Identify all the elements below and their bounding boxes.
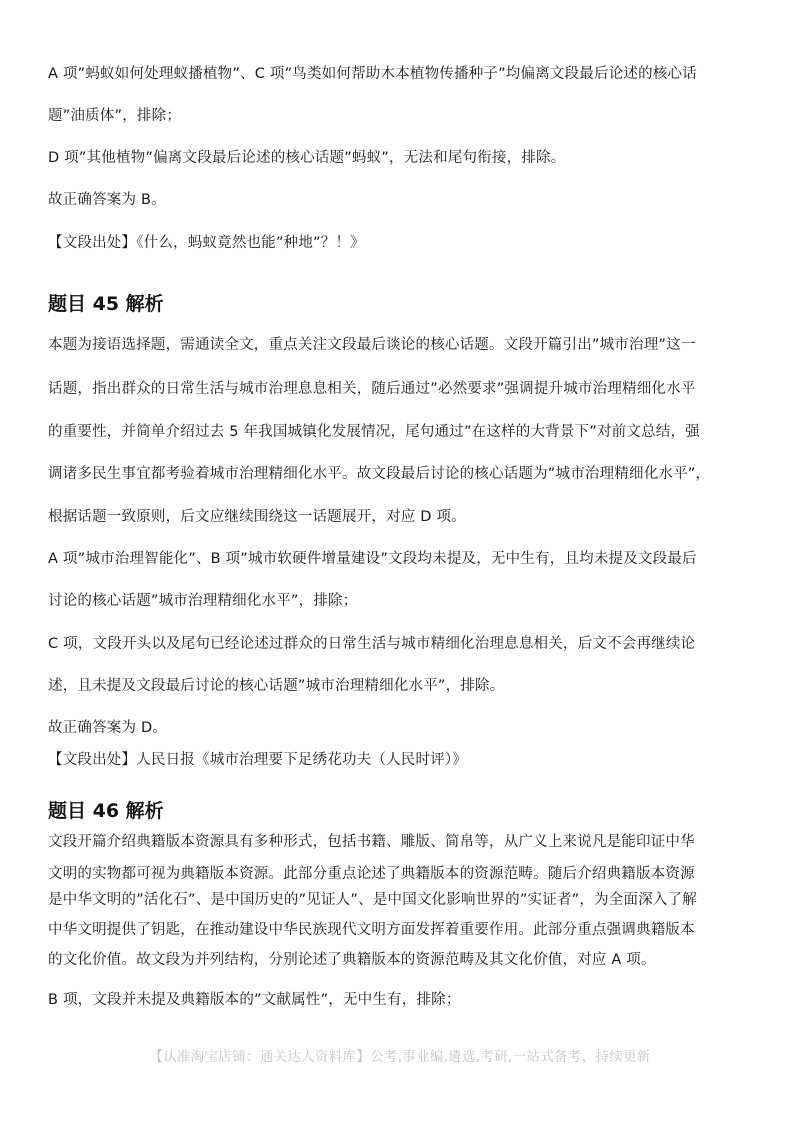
- paragraph-line: 讨论的核心话题”城市治理精细化水平”，排除；: [48, 593, 358, 609]
- source-line: 【文段出处】人民日报《城市治理要下足绣花功夫（人民时评）》: [48, 752, 468, 768]
- paragraph-line: 述，且未提及文段最后讨论的核心话题”城市治理精细化水平”，排除。: [48, 678, 505, 694]
- section-heading: 题目 45 解析: [48, 293, 164, 315]
- paragraph-line: 调诸多民生事宜都考验着城市治理精细化水平。故文段最后讨论的核心话题为”城市治理精细化水平”，: [48, 466, 711, 482]
- paragraph-line: 文明的实物都可视为典籍版本资源。此部分重点论述了典籍版本的资源范畴。随后介绍典籍版本资源: [48, 866, 695, 882]
- paragraph-line: 题”油质体”，排除；: [48, 108, 182, 124]
- paragraph-line: 故正确答案为 D。: [48, 720, 168, 736]
- paragraph-line: 根据话题一致原则，后文应继续围绕这一话题展开，对应 D 项。: [48, 509, 466, 525]
- paragraph-line: 本题为接语选择题，需通读全文，重点关注文段最后谈论的核心话题。文段开篇引出”城市治理”这一: [48, 337, 696, 353]
- paragraph-line: D 项”其他植物”偏离文段最后论述的核心话题”蚂蚁”，无法和尾句衔接，排除。: [48, 150, 566, 166]
- paragraph-line: 文段开篇介绍典籍版本资源具有多种形式，包括书籍、雕版、简帛等，从广义上来说凡是能印证中华: [48, 834, 695, 850]
- paragraph-line: 中华文明提供了钥匙，在推动建设中华民族现代文明方面发挥着重要作用。此部分重点强调典籍版本: [48, 922, 695, 938]
- paragraph-line: 话题，指出群众的日常生活与城市治理息息相关，随后通过”必然要求”强调提升城市治理精细化水平: [48, 381, 696, 397]
- section-heading: 题目 46 解析: [48, 800, 164, 822]
- paragraph-line: A 项”城市治理智能化”、B 项”城市软硬件增量建设”文段均未提及，无中生有，且均未提及文段最后: [48, 551, 697, 567]
- paragraph-line: 是中华文明的”活化石”、是中国历史的”见证人”、是中国文化影响世界的”实证者”，为全面深入了解: [48, 892, 697, 908]
- footer-watermark: 【认准淘宝店铺：通关达人资料库】公考,事业编,遴选,考研,一站式备考，持续更新: [149, 1049, 651, 1065]
- paragraph-line: B 项，文段并未提及典籍版本的”文献属性”，无中生有，排除；: [48, 992, 461, 1008]
- paragraph-line: C 项，文段开头以及尾句已经论述过群众的日常生活与城市精细化治理息息相关，后文不会再继续论: [48, 636, 696, 652]
- paragraph-line: A 项”蚂蚁如何处理蚁播植物”、C 项”鸟类如何帮助木本植物传播种子”均偏离文段最后论述的核心话: [48, 66, 697, 82]
- paragraph-line: 故正确答案为 B。: [48, 192, 166, 208]
- paragraph-line: 的文化价值。故文段为并列结构，分别论述了典籍版本的资源范畴及其文化价值，对应 A 项。: [48, 952, 656, 968]
- paragraph-line: 的重要性，并简单介绍过去 5 年我国城镇化发展情况，尾句通过”在这样的大背景下”对前文总结，强: [48, 424, 700, 440]
- source-line: 【文段出处】《什么，蚂蚁竟然也能”种地”？！》: [48, 235, 365, 251]
